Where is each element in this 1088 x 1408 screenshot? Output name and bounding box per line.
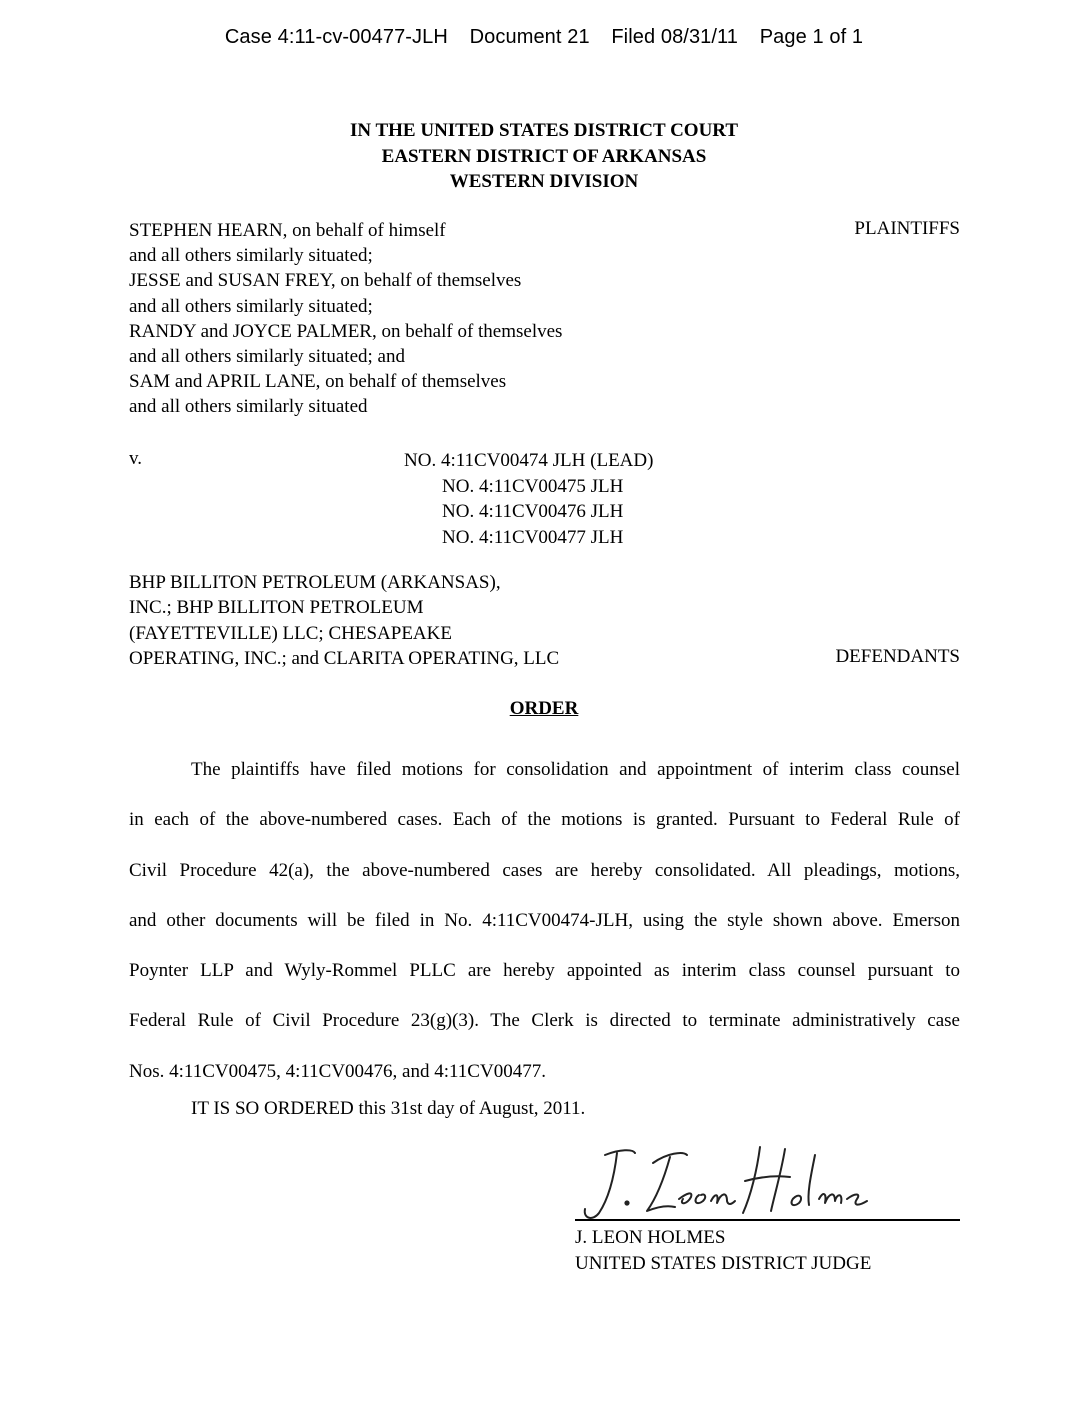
versus-label: v. — [129, 448, 143, 469]
case-header-stamp — [0, 26, 1088, 49]
order-body — [129, 745, 960, 1097]
order-title: ORDER — [509, 698, 579, 719]
handwritten-signature — [575, 1135, 875, 1225]
defendants-block — [129, 570, 559, 672]
court-caption — [0, 118, 1088, 195]
plaintiffs-label: PLAINTIFFS — [854, 218, 960, 239]
defendant-line: OPERATING, INC.; and CLARITA OPERATING, LLC — [129, 648, 560, 670]
judge-title: UNITED STATES DISTRICT JUDGE — [575, 1252, 872, 1274]
body-line: Civil Procedure 42(a), the above-numbered cases are hereby consolidated. All pleadings, motions, — [129, 859, 960, 881]
plaintiff-line: JESSE and SUSAN FREY, on behalf of themselves — [129, 270, 522, 292]
body-line: in each of the above-numbered cases. Each of the motions is granted. Pursuant to Federal Rule of — [129, 809, 960, 831]
body-line: Nos. 4:11CV00475, 4:11CV00476, and 4:11CV00477. — [129, 1060, 546, 1082]
case-number-lead: NO. 4:11CV00474 JLH (LEAD) — [404, 450, 654, 471]
case-number-item: NO. 4:11CV00477 JLH — [442, 526, 624, 548]
so-ordered-line: IT IS SO ORDERED this 31st day of August, 2011. — [191, 1098, 586, 1119]
defendant-line: BHP BILLITON PETROLEUM (ARKANSAS), — [129, 572, 501, 593]
defendant-line: (FAYETTEVILLE) LLC; CHESAPEAKE — [129, 622, 452, 644]
body-line: The plaintiffs have filed motions for consolidation and appointment of interim class counsel — [191, 759, 960, 780]
case-number-item: NO. 4:11CV00475 JLH — [442, 475, 624, 497]
defendants-label: DEFENDANTS — [835, 646, 960, 667]
case-number: Case 4:11-cv-00477-JLH — [224, 26, 448, 48]
filed-date: Filed 08/31/11 — [611, 26, 739, 48]
body-line: Poynter LLP and Wyly-Rommel PLLC are hereby appointed as interim class counsel pursuant to — [129, 960, 960, 982]
plaintiff-line: and all others similarly situated; — [129, 245, 373, 267]
court-division: WESTERN DIVISION — [449, 171, 639, 192]
case-number-item: NO. 4:11CV00476 JLH — [442, 501, 624, 522]
plaintiff-line: and all others similarly situated; and — [129, 346, 405, 368]
case-numbers-block — [404, 448, 653, 550]
plaintiff-line: and all others similarly situated; — [129, 295, 373, 317]
page-indicator: Page 1 of 1 — [759, 26, 864, 48]
plaintiff-line: RANDY and JOYCE PALMER, on behalf of themselves — [129, 320, 563, 342]
body-line: Federal Rule of Civil Procedure 23(g)(3). The Clerk is directed to terminate administratively case — [129, 1010, 960, 1032]
signature-line — [575, 1219, 960, 1221]
plaintiff-line: STEPHEN HEARN, on behalf of himself — [129, 220, 446, 241]
document-number: Document 21 — [469, 26, 590, 48]
court-district: EASTERN DISTRICT OF ARKANSAS — [381, 145, 707, 167]
plaintiff-line: SAM and APRIL LANE, on behalf of themselves — [129, 371, 507, 393]
body-line: and other documents will be filed in No. 4:11CV00474-JLH, using the style shown above. Emerson — [129, 909, 960, 931]
judge-name: J. LEON HOLMES — [575, 1227, 726, 1248]
defendant-line: INC.; BHP BILLITON PETROLEUM — [129, 597, 424, 619]
plaintiff-line: and all others similarly situated — [129, 396, 368, 418]
plaintiffs-block — [129, 218, 562, 420]
court-name: IN THE UNITED STATES DISTRICT COURT — [349, 120, 739, 141]
judge-signature-block — [575, 1225, 871, 1276]
